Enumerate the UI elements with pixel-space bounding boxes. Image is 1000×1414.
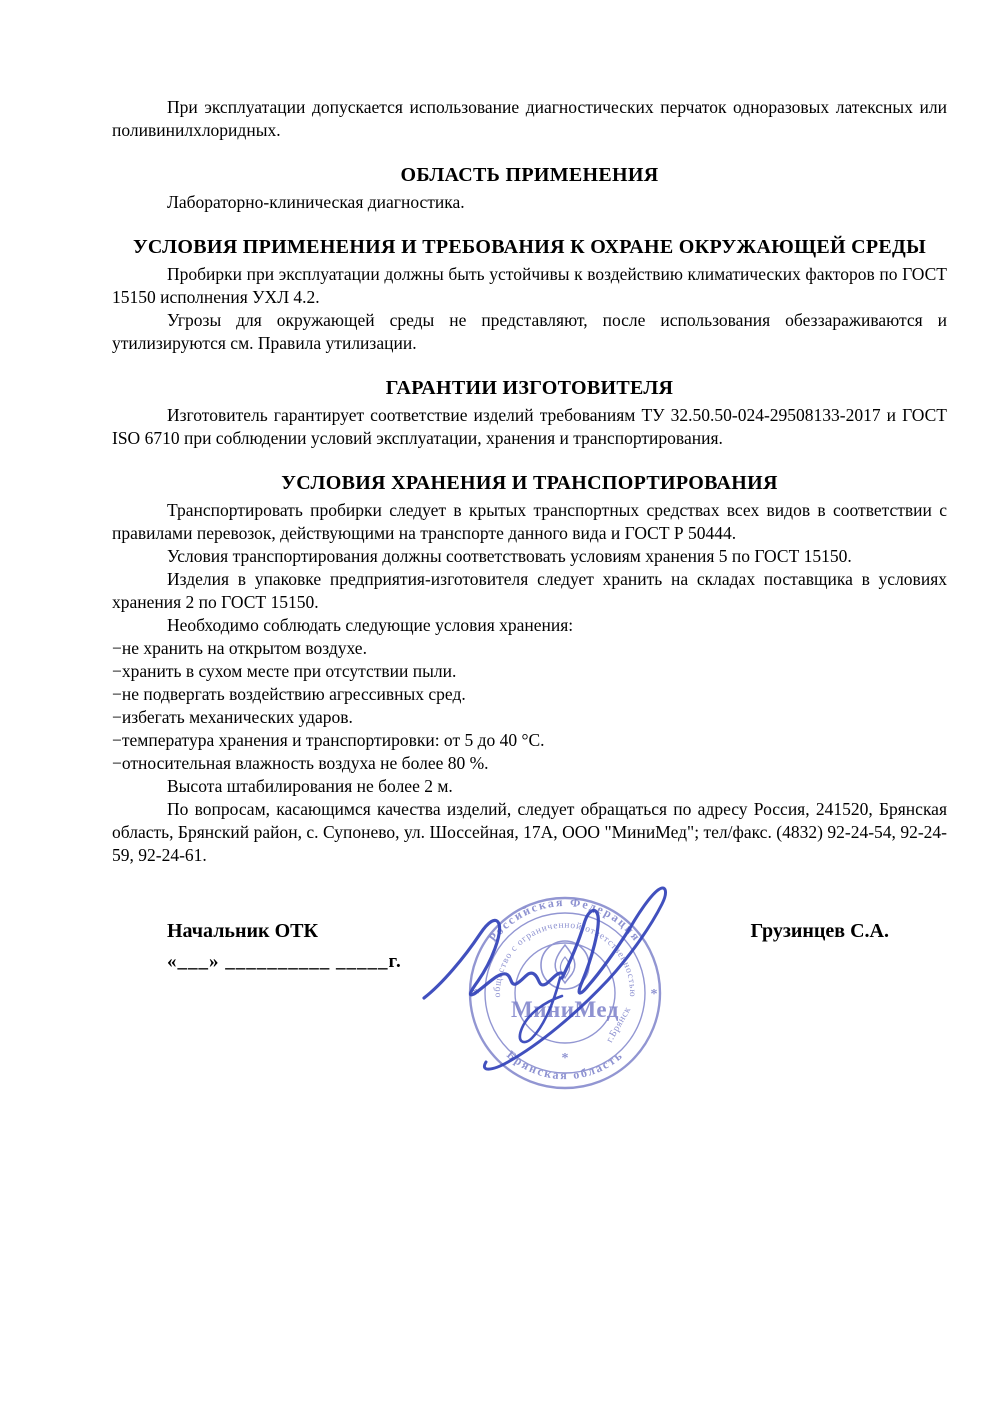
stamp-middle-circle (485, 913, 645, 1073)
stamp-company-form-text: общество с ограниченной ответственностью (492, 920, 638, 998)
paragraph-environment-safety: Угрозы для окружающей среды не представляют, после использования обеззараживаются и утилизируются см. Правила утилизации. (112, 310, 947, 353)
list-item-temperature-range: −температура хранения и транспортировки: от 5 до 40 °С. (112, 730, 545, 750)
company-stamp-icon (412, 866, 712, 1116)
list-item-dry-place: −хранить в сухом месте при отсутствии пыли. (112, 661, 457, 681)
stamp-region-text: Брянская область (504, 1047, 626, 1083)
stamp-inner-circle (515, 943, 615, 1043)
list-item-no-open-air: −не хранить на открытом воздухе. (112, 638, 367, 658)
heading-usage-conditions: УСЛОВИЯ ПРИМЕНЕНИЯ И ТРЕБОВАНИЯ К ОХРАНЕ ОКРУЖАЮЩЕЙ СРЕДЫ (132, 236, 927, 258)
paragraph-transport-condition: Условия транспортирования должны соответствовать условиям хранения 5 по ГОСТ 15150. (167, 546, 852, 566)
signer-position-title: Начальник ОТК (167, 920, 318, 942)
document-body (112, 96, 947, 973)
heading-application-area: ОБЛАСТЬ ПРИМЕНЕНИЯ (400, 164, 659, 186)
list-item-no-aggressive-media: −не подвергать воздействию агрессивных сред. (112, 684, 466, 704)
paragraph-gloves: При эксплуатации допускается использование диагностических перчаток одноразовых латексных или поливинилхлоридных. (112, 97, 947, 140)
paragraph-climate-resistance: Пробирки при эксплуатации должны быть устойчивы к воздействию климатических факторов по ГОСТ 15150 исполнения УХЛ 4.2. (112, 264, 947, 307)
list-item-humidity-limit: −относительная влажность воздуха не более 80 %. (112, 753, 489, 773)
stamp-star-left: * (472, 987, 480, 1002)
list-item-no-impacts: −избегать механических ударов. (112, 707, 353, 727)
paragraph-storage-rules-intro: Необходимо соблюдать следующие условия хранения: (167, 615, 574, 635)
paragraph-warranty: Изготовитель гарантирует соответствие изделий требованиям ТУ 32.50.50-024-29508133-2017 и ГОСТ ISO 6710 при соблюдении условий эксплуатации, хранения и транспортирования. (112, 405, 947, 448)
heading-manufacturer-warranty: ГАРАНТИИ ИЗГОТОВИТЕЛЯ (385, 377, 674, 399)
heading-storage-transport: УСЛОВИЯ ХРАНЕНИЯ И ТРАНСПОРТИРОВАНИЯ (281, 472, 778, 494)
paragraph-transport: Транспортировать пробирки следует в крытых транспортных средствах всех видов в соответствии с правилами перевозок, действующими на транспорте данного вида и ГОСТ Р 50444. (112, 500, 947, 543)
signature-date-line: «___» __________ _____г. (167, 951, 402, 972)
paragraph-stacking-height: Высота штабилирования не более 2 м. (167, 776, 453, 796)
stamp-city-text: г.Брянск (604, 1004, 634, 1045)
stamp-star-right: * (650, 987, 658, 1002)
stamp-country-text: Российская Федерация (485, 894, 645, 945)
stamp-star-bottom: * (561, 1051, 569, 1066)
stamp-company-name: МиниМед (511, 997, 619, 1022)
paragraph-storage-condition: Изделия в упаковке предприятия-изготовителя следует хранить на складах поставщика в условиях хранения 2 по ГОСТ 15150. (112, 569, 947, 612)
paragraph-lab-diagnostics: Лабораторно-клиническая диагностика. (167, 192, 465, 212)
stamp-and-signature-area (412, 866, 712, 1116)
paragraph-contact-address: По вопросам, касающимся качества изделий, следует обращаться по адресу Россия, 241520, Брянская область, Брянский район, с. Супонево, ул. Шоссейная, 17А, ООО "МиниМед"; тел/факс. (4832) 92-24-54, 92-24-59, 92-24-61. (112, 799, 947, 865)
signer-name: Грузинцев С.А. (750, 920, 889, 942)
